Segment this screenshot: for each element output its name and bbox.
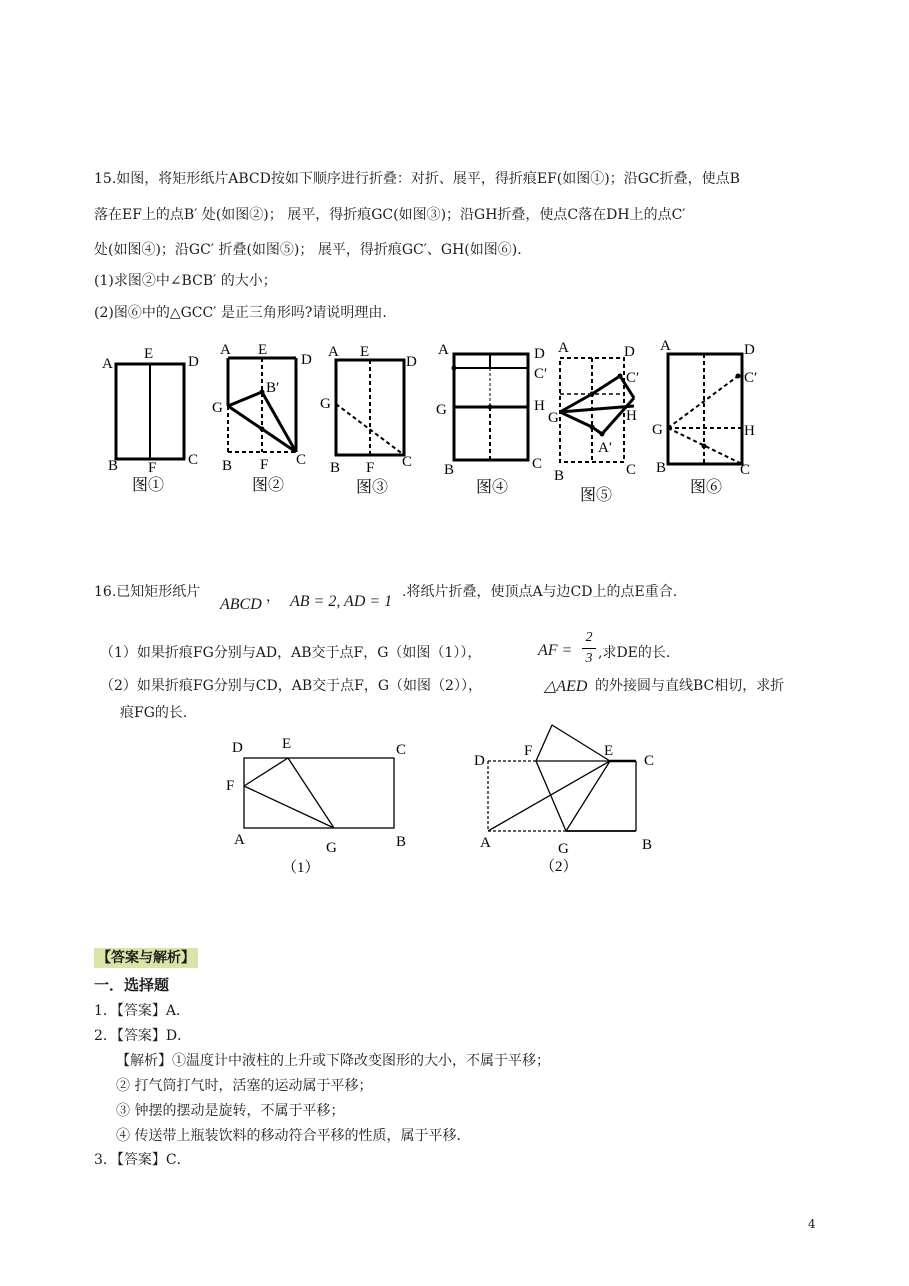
label-d: D xyxy=(406,354,417,370)
caption: 图① xyxy=(132,477,165,494)
analysis-line-1: ①温度计中液柱的上升或下降改变图形的大小，不属于平移； xyxy=(172,1053,550,1069)
q15-line1: 15.如图，将矩形纸片ABCD按如下顺序进行折叠：对折、展平，得折痕EF(如图①)；沿GC折叠，使点B xyxy=(94,171,740,187)
label-a: A xyxy=(558,340,569,356)
q15-figure-5 xyxy=(546,336,656,506)
q16-figure-1 xyxy=(220,730,420,880)
label-b: B xyxy=(444,462,455,478)
q16-figure-2 xyxy=(468,715,668,880)
label-f: F xyxy=(366,460,375,476)
label-c: C xyxy=(532,456,543,472)
q15-line2: 落在EF上的点B′ 处(如图②)； 展平，得折痕GC(如图③)；沿GH折叠，使点C落在DH上的点C′ xyxy=(94,207,686,223)
label-d: D xyxy=(624,344,635,360)
label-c: C xyxy=(644,753,655,769)
answer-1: 1．【答案】A． xyxy=(94,1003,191,1019)
q16-comma: ， xyxy=(266,589,280,605)
label-b: B xyxy=(396,834,407,850)
label-b: B xyxy=(222,458,233,474)
label-c: C xyxy=(396,742,407,758)
label-f: F xyxy=(524,743,533,759)
label-c: C xyxy=(402,454,413,470)
label-e: E xyxy=(258,342,268,358)
label-e: E xyxy=(144,346,154,362)
q16-math-abcd: ABCD xyxy=(220,596,262,613)
label-b: B xyxy=(554,468,565,484)
q16-part1-math: AF = xyxy=(538,642,573,659)
label-c-prime: C′ xyxy=(626,370,640,386)
caption: 图② xyxy=(252,477,285,494)
caption: （2） xyxy=(540,859,578,875)
q15-figure-3 xyxy=(316,340,436,500)
label-g: G xyxy=(558,841,569,857)
label-a: A xyxy=(660,338,671,354)
label-c: C xyxy=(626,462,637,478)
label-d: D xyxy=(301,352,312,368)
label-e: E xyxy=(360,344,370,360)
label-d: D xyxy=(188,354,199,370)
label-f: F xyxy=(226,778,235,794)
label-b: B xyxy=(108,458,119,474)
label-c: C xyxy=(740,462,751,478)
label-b: B xyxy=(656,460,667,476)
label-d: D xyxy=(232,740,243,756)
label-g: G xyxy=(652,422,663,438)
q16-part2-math: △AED xyxy=(544,678,588,695)
q16-part1-text: （1）如果折痕FG分别与AD，AB交于点F，G（如图（1））， xyxy=(100,645,482,661)
label-d: D xyxy=(474,753,485,769)
label-h: H xyxy=(744,423,755,439)
label-a: A xyxy=(328,344,339,360)
q16-fraction-denominator: 3 xyxy=(585,651,593,666)
q15-line3: 处(如图④)；沿GC′ 折叠(如图⑤)； 展平，得折痕GC′、GH(如图⑥). xyxy=(94,242,522,258)
analysis-line-4: ④ 传送带上瓶装饮料的移动符合平移的性质，属于平移． xyxy=(116,1128,471,1144)
q16-intro-a: 16.已知矩形纸片 xyxy=(94,584,201,600)
q15-figure-6 xyxy=(650,336,770,506)
caption: 图③ xyxy=(356,479,389,496)
label-g: G xyxy=(326,840,337,856)
q16-part2-text: （2）如果折痕FG分别与CD，AB交于点F，G（如图（2））， xyxy=(100,678,482,694)
answer-2-analysis xyxy=(116,1054,550,1068)
label-f: F xyxy=(148,460,157,476)
label-e: E xyxy=(604,743,614,759)
label-d: D xyxy=(744,342,755,358)
caption: （1） xyxy=(282,860,320,876)
caption: 图⑥ xyxy=(690,479,723,496)
q16-part2-tail: 的外接圆与直线BC相切，求折 xyxy=(595,678,785,694)
q15-figure-2 xyxy=(206,340,326,500)
answer-2: 2．【答案】D． xyxy=(94,1028,192,1044)
label-a: A xyxy=(480,835,491,851)
label-d: D xyxy=(534,346,545,362)
q16-math-ab-ad: AB = 2, AD = 1 xyxy=(290,593,393,610)
label-b: B xyxy=(642,837,653,853)
q15-figure-4 xyxy=(432,340,552,500)
label-h: H xyxy=(626,408,637,424)
label-c-prime: C′ xyxy=(744,370,758,386)
caption: 图④ xyxy=(476,479,509,496)
page-number: 4 xyxy=(808,1217,816,1231)
label-g: G xyxy=(212,400,223,416)
analysis-line-3: ③ 钟摆的摆动是旋转，不属于平移； xyxy=(116,1103,345,1119)
label-c: C xyxy=(296,452,307,468)
q16-fraction-numerator: 2 xyxy=(585,630,593,645)
q16-intro xyxy=(94,585,200,599)
q16-part2-cont: 痕FG的长. xyxy=(120,705,188,721)
q16-fraction-bar xyxy=(582,648,596,649)
label-f: F xyxy=(260,457,269,473)
label-a-prime: A′ xyxy=(598,440,613,456)
label-c: C xyxy=(188,452,199,468)
caption: 图⑤ xyxy=(580,487,613,504)
answer-badge: 【答案与解析】 xyxy=(94,948,198,968)
q15-part2: (2)图⑥中的△GCC′ 是正三角形吗?请说明理由. xyxy=(94,305,387,321)
label-c-prime: C′ xyxy=(534,366,548,382)
label-b-prime: B′ xyxy=(266,380,280,396)
answer-3: 3．【答案】C． xyxy=(94,1152,191,1168)
label-g: G xyxy=(548,410,559,426)
q15-part1: (1)求图②中∠BCB′ 的大小； xyxy=(94,273,277,289)
label-a: A xyxy=(102,356,113,372)
label-h: H xyxy=(534,398,545,414)
label-a: A xyxy=(234,832,245,848)
label-a: A xyxy=(438,342,449,358)
analysis-label: 【解析】 xyxy=(116,1053,172,1069)
q16-intro-b: .将纸片折叠，使顶点A与边CD上的点E重合. xyxy=(402,584,678,600)
label-b: B xyxy=(330,460,341,476)
label-g: G xyxy=(436,402,447,418)
q16-part1-tail: ,求DE的长. xyxy=(598,645,671,661)
label-a: A xyxy=(220,342,231,358)
analysis-line-2: ② 打气筒打气时，活塞的运动属于平移； xyxy=(116,1078,373,1094)
label-g: G xyxy=(320,396,331,412)
label-e: E xyxy=(282,736,292,752)
section-heading: 一．选择题 xyxy=(94,976,170,994)
